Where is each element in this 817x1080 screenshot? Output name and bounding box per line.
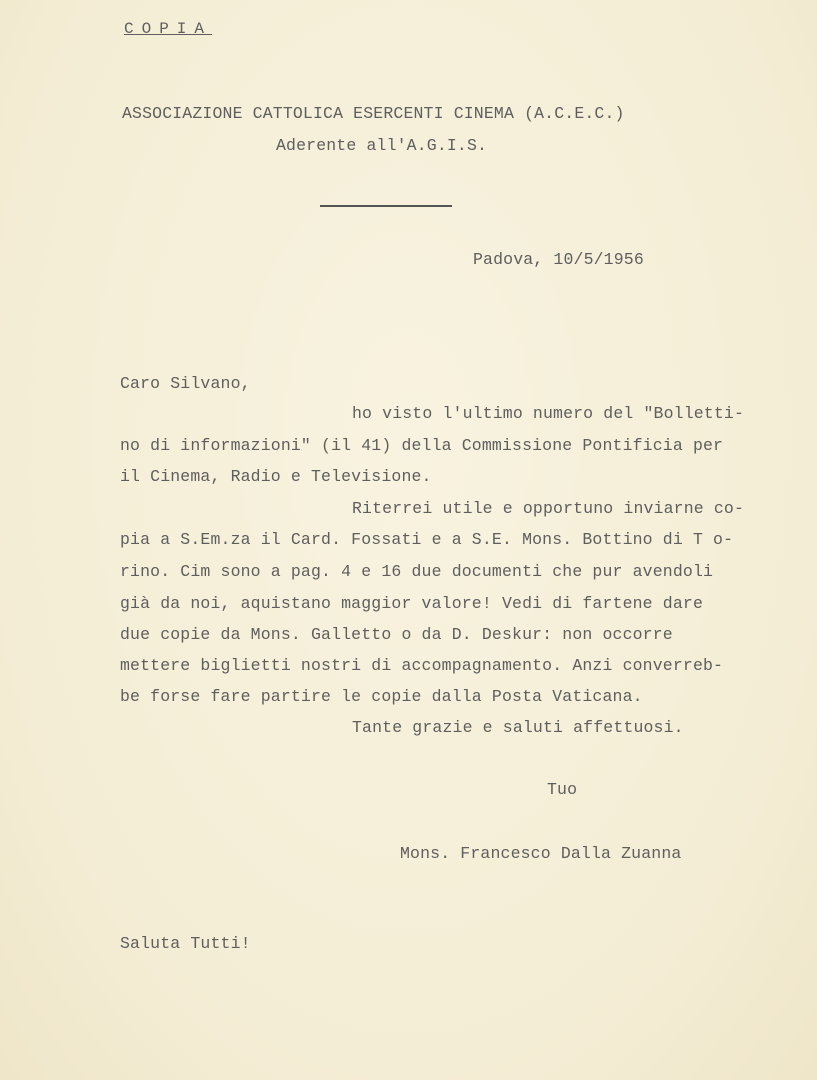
- salutation: Caro Silvano,: [120, 374, 251, 393]
- letterhead-title: ASSOCIAZIONE CATTOLICA ESERCENTI CINEMA (A.C.E.C.): [122, 104, 625, 123]
- body-line: be forse fare partire le copie dalla Posta Vaticana.: [120, 687, 643, 706]
- body-line: no di informazioni" (il 41) della Commissione Pontificia per: [120, 436, 724, 455]
- body-line: ho visto l'ultimo numero del "Bolletti-: [352, 404, 745, 423]
- signoff: Tuo: [547, 780, 578, 799]
- body-line: rino. Cim sono a pag. 4 e 16 due documenti che pur avendoli: [120, 562, 714, 581]
- body-line: pia a S.Em.za il Card. Fossati e a S.E. Mons. Bottino di T o-: [120, 530, 734, 549]
- copy-mark: COPIA: [124, 20, 213, 38]
- header-divider: [320, 205, 452, 207]
- body-line: già da noi, aquistano maggior valore! Vedi di fartene dare: [120, 594, 703, 613]
- body-line: mettere biglietti nostri di accompagnamento. Anzi converreb-: [120, 656, 724, 675]
- body-line: Riterrei utile e opportuno inviarne co-: [352, 499, 745, 518]
- postscript: Saluta Tutti!: [120, 934, 251, 953]
- signature-name: Mons. Francesco Dalla Zuanna: [400, 844, 682, 863]
- body-line: due copie da Mons. Galletto o da D. Deskur: non occorre: [120, 625, 673, 644]
- body-line: Tante grazie e saluti affettuosi.: [352, 718, 684, 737]
- body-line: il Cinema, Radio e Televisione.: [120, 467, 432, 486]
- letter-date: Padova, 10/5/1956: [473, 250, 644, 269]
- letterhead-subtitle: Aderente all'A.G.I.S.: [276, 136, 488, 155]
